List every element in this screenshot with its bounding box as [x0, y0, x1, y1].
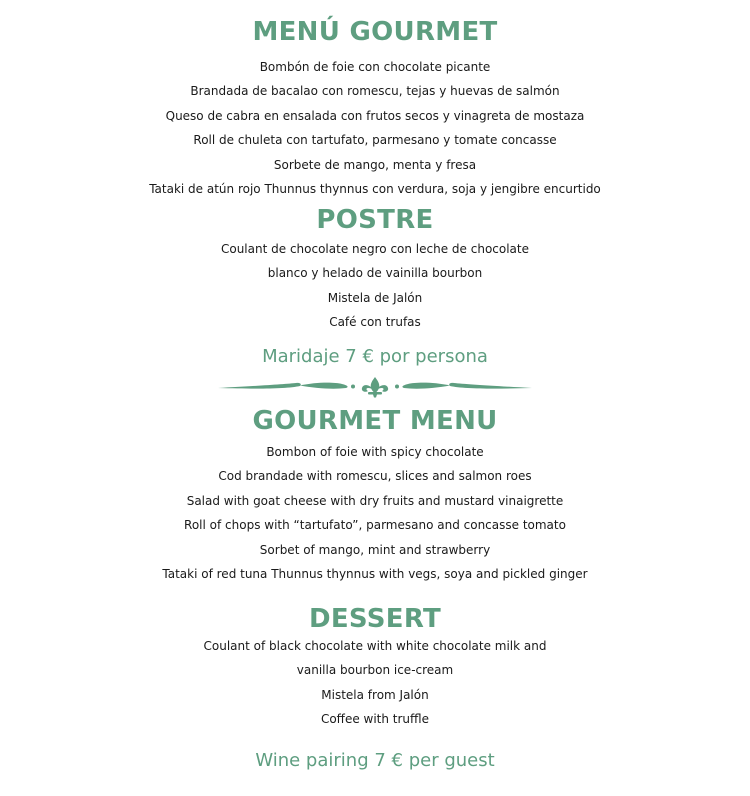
list-item: Roll de chuleta con tartufato, parmesano y tomate concasse [193, 133, 557, 148]
ornamental-divider [216, 376, 534, 398]
spanish-dessert-title: POSTRE [316, 205, 434, 235]
english-dessert-title: DESSERT [308, 604, 442, 634]
spanish-menu-items [0, 55, 750, 201]
fleur-de-lis-icon [362, 377, 388, 398]
list-item: Mistela from Jalón [321, 687, 429, 702]
list-item: Mistela de Jalón [327, 290, 423, 305]
list-item: vanilla bourbon ice-cream [296, 663, 454, 678]
list-item: Café con trufas [329, 315, 421, 330]
english-menu-items [0, 440, 750, 586]
spanish-menu-title: MENÚ GOURMET [252, 17, 498, 47]
english-dessert-items [0, 634, 750, 732]
list-item: Bombón de foie con chocolate picante [259, 60, 491, 74]
list-item: Bombon of foie with spicy chocolate [266, 445, 484, 459]
list-item: blanco y helado de vainilla bourbon [267, 266, 483, 281]
list-item: Sorbete de mango, menta y fresa [273, 157, 477, 172]
list-item: Coffee with truffle [320, 712, 430, 727]
english-menu-title: GOURMET MENU [252, 406, 498, 436]
list-item: Cod brandade with romescu, slices and salmon roes [218, 469, 532, 484]
spanish-pairing-note: Maridaje 7 € por persona [262, 346, 488, 367]
list-item: Coulant of black chocolate with white chocolate milk and [203, 639, 547, 653]
list-item: Tataki of red tuna Thunnus thynnus with vegs, soya and pickled ginger [162, 567, 588, 582]
list-item: Sorbet of mango, mint and strawberry [259, 542, 491, 557]
list-item: Coulant de chocolate negro con leche de chocolate [220, 242, 529, 256]
spanish-dessert-items [0, 237, 750, 335]
list-item: Salad with goat cheese with dry fruits and mustard vinaigrette [186, 493, 564, 508]
list-item: Roll of chops with “tartufato”, parmesano and concasse tomato [184, 518, 566, 533]
english-pairing-note: Wine pairing 7 € per guest [255, 750, 495, 771]
list-item: Tataki de atún rojo Thunnus thynnus con verdura, soja y jengibre encurtido [149, 182, 601, 197]
list-item: Queso de cabra en ensalada con frutos secos y vinagreta de mostaza [165, 108, 585, 123]
list-item: Brandada de bacalao con romescu, tejas y huevas de salmón [190, 84, 560, 99]
